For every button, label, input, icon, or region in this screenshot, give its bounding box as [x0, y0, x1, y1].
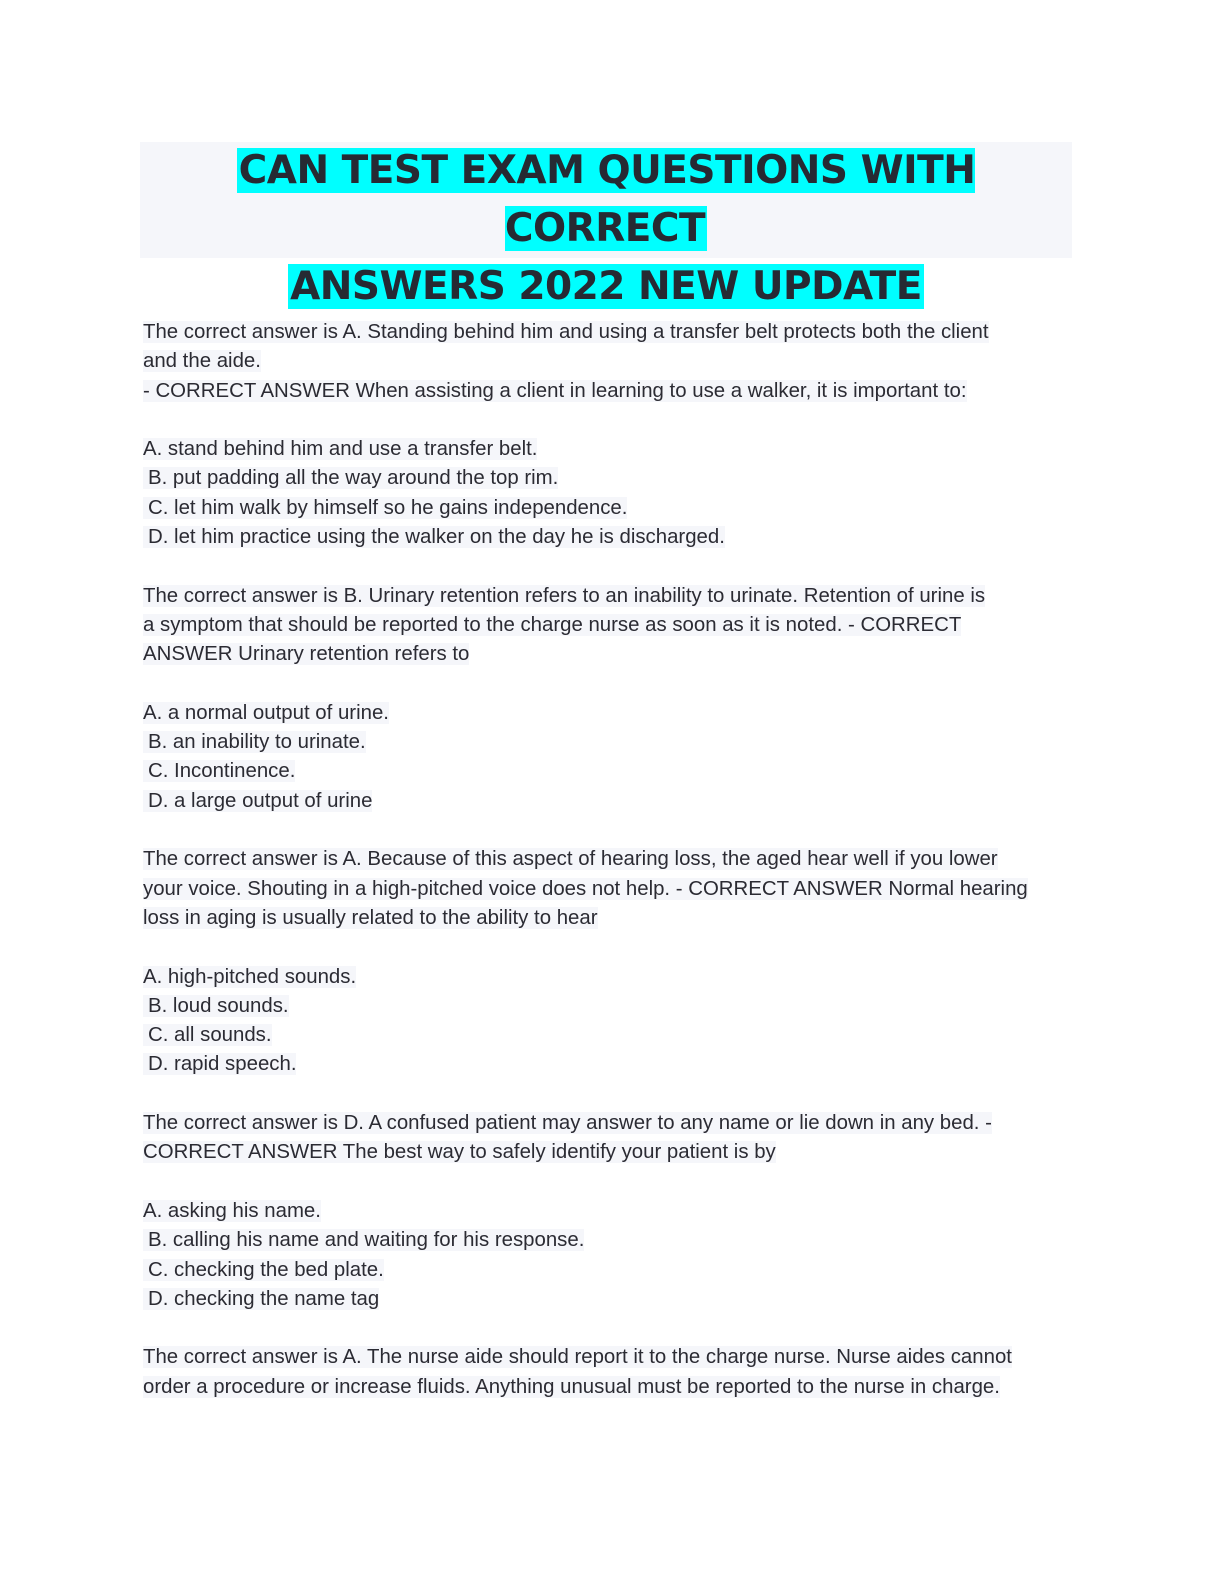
option-a: A. a normal output of urine.: [143, 701, 389, 724]
option-d: D. rapid speech.: [143, 1050, 1073, 1079]
option-b: B. put padding all the way around the top rim.: [143, 464, 1073, 493]
answer-explanation: The correct answer is A. Standing behind him and using a transfer belt protects both the client and the aide. - CORRECT ANSWER When assisting a client in learning to use a walker, it is important to:: [143, 321, 989, 402]
option-d: D. let him practice using the walker on the day he is discharged.: [143, 523, 1073, 552]
option-b: B. calling his name and waiting for his response.: [143, 1226, 1073, 1255]
answer-options: [143, 435, 1073, 552]
title-line-1: CAN TEST EXAM QUESTIONS WITH CORRECT: [238, 148, 976, 251]
answer-explanation: The correct answer is A. Because of this aspect of hearing loss, the aged hear well if you lower your voice. Shouting in a high-pitched voice does not help. - CORRECT ANSWER Normal hearing loss in aging is usually related to the ability to hear: [143, 848, 1028, 929]
option-a: A. high-pitched sounds.: [143, 965, 357, 988]
option-a: A. asking his name.: [143, 1199, 321, 1222]
answer-explanation: The correct answer is B. Urinary retention refers to an inability to urinate. Retention of urine is a symptom that should be reported to the charge nurse as soon as it is noted. - CORRECT ANSWER Urinary retention refers to: [143, 584, 986, 666]
option-d: D. a large output of urine: [143, 787, 1073, 816]
option-b: B. loud sounds.: [143, 992, 1073, 1021]
option-d: D. checking the name tag: [143, 1285, 1073, 1314]
document-body: [143, 318, 1073, 1402]
answer-options: [143, 1197, 1073, 1314]
title-line-2: ANSWERS 2022 NEW UPDATE: [290, 264, 922, 309]
option-c: C. checking the bed plate.: [143, 1256, 1073, 1285]
document-title: [140, 142, 1072, 309]
answer-explanation: The correct answer is A. The nurse aide should report it to the charge nurse. Nurse aides cannot order a procedure or increase fluids. Anything unusual must be reported to the nurse in charge.: [143, 1346, 1012, 1398]
option-b: B. an inability to urinate.: [143, 728, 1073, 757]
answer-options: [143, 699, 1073, 816]
answer-options: [143, 963, 1073, 1080]
option-c: C. all sounds.: [143, 1021, 1073, 1050]
option-a: A. stand behind him and use a transfer belt.: [143, 438, 538, 461]
answer-explanation: The correct answer is D. A confused patient may answer to any name or lie down in any bed. - CORRECT ANSWER The best way to safely identify your patient is by: [143, 1112, 992, 1164]
option-c: C. Incontinence.: [143, 757, 1073, 786]
option-c: C. let him walk by himself so he gains independence.: [143, 494, 1073, 523]
